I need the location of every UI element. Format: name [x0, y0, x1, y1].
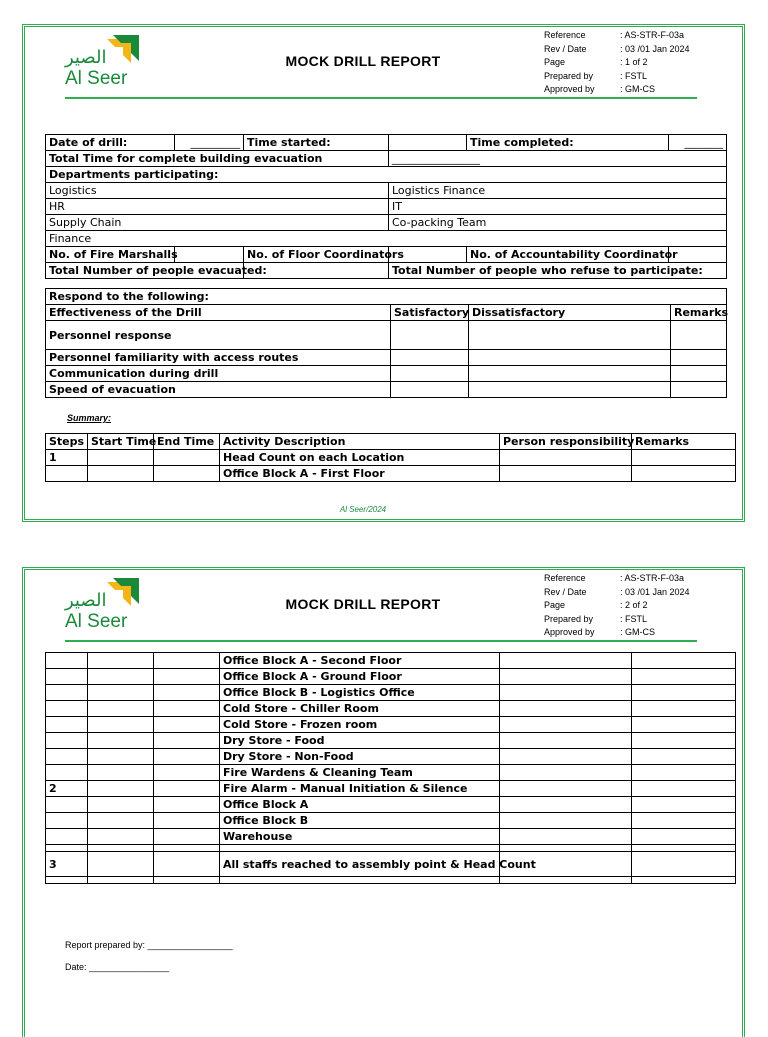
table-row — [46, 289, 727, 305]
step-number — [46, 845, 88, 852]
meta-rev-value: : 03 /01 Jan 2024 — [620, 43, 690, 54]
departments-label: Departments participating: — [46, 167, 727, 183]
familiarity-label: Personnel familiarity with access routes — [46, 350, 391, 366]
start-time-cell[interactable] — [88, 877, 154, 884]
person-cell[interactable] — [500, 466, 632, 482]
effectiveness-table — [45, 288, 727, 398]
logo-latin-text: Al Seer — [65, 611, 128, 632]
activity-cell: All staffs reached to assembly point & Head Count — [220, 852, 500, 877]
start-time-cell[interactable] — [88, 653, 154, 669]
dissatisfactory-header: Dissatisfactory — [469, 305, 671, 321]
steps-table-page-2 — [45, 652, 736, 884]
step-number — [46, 701, 88, 717]
personnel-response-satisfactory[interactable] — [391, 321, 469, 350]
start-time-cell[interactable] — [88, 450, 154, 466]
dept-logistics-finance: Logistics Finance — [389, 183, 727, 199]
table-row — [46, 749, 736, 765]
person-cell[interactable] — [500, 653, 632, 669]
meta-approved-label: Approved by — [544, 84, 595, 94]
step-number — [46, 749, 88, 765]
person-header: Person responsibility — [500, 434, 632, 450]
start-time-cell[interactable] — [88, 701, 154, 717]
step-number — [46, 797, 88, 813]
table-row — [46, 765, 736, 781]
remarks-cell[interactable] — [632, 653, 736, 669]
remarks-cell[interactable] — [632, 877, 736, 884]
activity-cell: Cold Store - Frozen room — [220, 717, 500, 733]
person-cell[interactable] — [500, 701, 632, 717]
remarks-header: Remarks — [632, 434, 736, 450]
table-row — [46, 845, 736, 852]
logo-latin-text: Al Seer — [65, 68, 128, 89]
start-time-cell[interactable] — [88, 829, 154, 845]
end-time-cell[interactable] — [154, 852, 220, 877]
activity-cell: Warehouse — [220, 829, 500, 845]
start-time-cell[interactable] — [88, 781, 154, 797]
activity-cell: Office Block B — [220, 813, 500, 829]
personnel-response-remarks[interactable] — [671, 321, 727, 350]
end-time-cell[interactable] — [154, 669, 220, 685]
person-cell[interactable] — [500, 717, 632, 733]
remarks-cell[interactable] — [632, 733, 736, 749]
start-time-cell[interactable] — [88, 669, 154, 685]
table-row — [46, 321, 727, 350]
time-started-label: Time started: — [244, 135, 389, 151]
person-cell[interactable] — [500, 797, 632, 813]
refuse-label: Total Number of people who refuse to participate: — [389, 263, 727, 279]
person-cell[interactable] — [500, 749, 632, 765]
personnel-response-label: Personnel response — [46, 321, 391, 350]
table-row — [46, 877, 736, 884]
communication-dissatisfactory[interactable] — [469, 366, 671, 382]
meta-page-value: : 1 of 2 — [620, 57, 648, 67]
start-time-cell[interactable] — [88, 797, 154, 813]
remarks-cell[interactable] — [632, 797, 736, 813]
speed-satisfactory[interactable] — [391, 382, 469, 398]
step-number — [46, 466, 88, 482]
table-row — [46, 382, 727, 398]
table-row — [46, 781, 736, 797]
person-cell[interactable] — [500, 685, 632, 701]
activity-cell: Cold Store - Chiller Room — [220, 701, 500, 717]
activity-cell: Office Block A - First Floor — [220, 466, 500, 482]
table-row — [46, 247, 727, 263]
meta-reference-label: Reference — [544, 573, 586, 583]
dept-hr: HR — [46, 199, 389, 215]
table-row — [46, 701, 736, 717]
activity-header: Activity Description — [220, 434, 500, 450]
remarks-cell[interactable] — [632, 781, 736, 797]
table-row — [46, 151, 727, 167]
meta-page-value: : 2 of 2 — [620, 600, 648, 610]
table-row — [46, 183, 727, 199]
speed-label: Speed of evacuation — [46, 382, 391, 398]
person-cell[interactable] — [500, 733, 632, 749]
respond-label: Respond to the following: — [46, 289, 727, 305]
activity-cell — [220, 845, 500, 852]
start-time-cell[interactable] — [88, 852, 154, 877]
table-row — [46, 366, 727, 382]
step-number: 3 — [46, 852, 88, 877]
person-cell[interactable] — [500, 781, 632, 797]
table-row — [46, 852, 736, 877]
step-number — [46, 733, 88, 749]
document-meta — [544, 29, 690, 97]
activity-cell: Dry Store - Non-Food — [220, 749, 500, 765]
end-time-cell[interactable] — [154, 813, 220, 829]
communication-satisfactory[interactable] — [391, 366, 469, 382]
total-time-field[interactable]: ________________ — [389, 151, 727, 167]
table-row — [46, 685, 736, 701]
table-row — [46, 733, 736, 749]
remarks-cell[interactable] — [632, 701, 736, 717]
end-time-cell[interactable] — [154, 450, 220, 466]
report-page-2 — [22, 567, 745, 1037]
step-number — [46, 669, 88, 685]
dept-logistics: Logistics — [46, 183, 389, 199]
report-date: Date: ________________ — [65, 962, 170, 972]
remarks-cell[interactable] — [632, 466, 736, 482]
evacuated-label: Total Number of people evacuated: — [46, 263, 244, 279]
meta-prepared-label: Prepared by — [544, 70, 594, 81]
step-number: 1 — [46, 450, 88, 466]
table-row — [46, 350, 727, 366]
table-row — [46, 717, 736, 733]
end-time-cell[interactable] — [154, 717, 220, 733]
remarks-cell[interactable] — [632, 749, 736, 765]
step-number — [46, 717, 88, 733]
accountability-label: No. of Accountability Coordinator — [467, 247, 669, 263]
fire-marshalls-label: No. of Fire Marshalls — [46, 247, 175, 263]
start-time-cell[interactable] — [88, 733, 154, 749]
report-prepared-by: Report prepared by: _________________ — [65, 940, 233, 950]
speed-dissatisfactory[interactable] — [469, 382, 671, 398]
table-row — [46, 797, 736, 813]
end-time-cell[interactable] — [154, 701, 220, 717]
meta-reference-value: : AS-STR-F-03a — [620, 573, 685, 583]
time-started-field[interactable] — [389, 135, 467, 151]
meta-page-label: Page — [544, 57, 566, 67]
table-row — [46, 305, 727, 321]
meta-rev-label: Rev / Date — [544, 43, 587, 54]
start-time-cell[interactable] — [88, 749, 154, 765]
activity-cell: Office Block A - Ground Floor — [220, 669, 500, 685]
table-row — [46, 434, 736, 450]
table-row — [46, 669, 736, 685]
meta-approved-value: : GM-CS — [620, 84, 655, 94]
step-number — [46, 829, 88, 845]
dept-it: IT — [389, 199, 727, 215]
steps-table-page-1 — [45, 433, 736, 482]
start-time-cell[interactable] — [88, 813, 154, 829]
person-cell[interactable] — [500, 813, 632, 829]
person-cell[interactable] — [500, 877, 632, 884]
remarks-cell[interactable] — [632, 852, 736, 877]
table-row — [46, 263, 727, 279]
document-title: MOCK DRILL REPORT — [285, 53, 441, 69]
personnel-response-dissatisfactory[interactable] — [469, 321, 671, 350]
time-completed-field[interactable]: _______ — [669, 135, 727, 151]
communication-remarks[interactable] — [671, 366, 727, 382]
dept-supply-chain: Supply Chain — [46, 215, 389, 231]
page-footer: Al Seer/2024 — [339, 505, 387, 514]
table-row — [46, 135, 727, 151]
remarks-cell[interactable] — [632, 717, 736, 733]
step-number — [46, 685, 88, 701]
table-row — [46, 653, 736, 669]
activity-cell: Office Block B - Logistics Office — [220, 685, 500, 701]
table-row — [46, 215, 727, 231]
satisfactory-header: Satisfactory — [391, 305, 469, 321]
date-of-drill-field[interactable]: _________ — [175, 135, 244, 151]
dept-finance: Finance — [46, 231, 727, 247]
remarks-cell[interactable] — [632, 450, 736, 466]
remarks-cell[interactable] — [632, 765, 736, 781]
meta-prepared-label: Prepared by — [544, 613, 594, 624]
remarks-cell[interactable] — [632, 813, 736, 829]
time-completed-label: Time completed: — [467, 135, 669, 151]
start-time-cell[interactable] — [88, 765, 154, 781]
report-page-1 — [22, 24, 745, 522]
end-time-cell[interactable] — [154, 765, 220, 781]
person-cell[interactable] — [500, 669, 632, 685]
document-title: MOCK DRILL REPORT — [285, 596, 441, 612]
end-time-cell[interactable] — [154, 877, 220, 884]
start-time-header: Start Time — [88, 434, 154, 450]
drill-details-table — [45, 134, 727, 279]
familiarity-satisfactory[interactable] — [391, 350, 469, 366]
person-cell[interactable] — [500, 765, 632, 781]
communication-label: Communication during drill — [46, 366, 391, 382]
remarks-cell[interactable] — [632, 829, 736, 845]
end-time-header: End Time — [154, 434, 220, 450]
document-meta — [544, 572, 690, 640]
meta-prepared-value: : FSTL — [620, 613, 648, 624]
logo-arabic-text: الصير — [65, 47, 107, 68]
steps-header: Steps — [46, 434, 88, 450]
end-time-cell[interactable] — [154, 466, 220, 482]
meta-prepared-value: : FSTL — [620, 70, 648, 81]
activity-cell — [220, 877, 500, 884]
activity-cell: Office Block A — [220, 797, 500, 813]
familiarity-remarks[interactable] — [671, 350, 727, 366]
fire-marshalls-field[interactable] — [175, 247, 244, 263]
step-number — [46, 765, 88, 781]
table-row — [46, 813, 736, 829]
meta-rev-value: : 03 /01 Jan 2024 — [620, 586, 690, 597]
speed-remarks[interactable] — [671, 382, 727, 398]
meta-reference-label: Reference — [544, 30, 586, 40]
end-time-cell[interactable] — [154, 829, 220, 845]
start-time-cell[interactable] — [88, 845, 154, 852]
meta-reference-value: : AS-STR-F-03a — [620, 30, 685, 40]
familiarity-dissatisfactory[interactable] — [469, 350, 671, 366]
remarks-cell[interactable] — [632, 685, 736, 701]
person-cell[interactable] — [500, 450, 632, 466]
end-time-cell[interactable] — [154, 685, 220, 701]
person-cell[interactable] — [500, 845, 632, 852]
step-number — [46, 813, 88, 829]
end-time-cell[interactable] — [154, 749, 220, 765]
remarks-cell[interactable] — [632, 845, 736, 852]
floor-coordinators-label: No. of Floor Coordinators — [244, 247, 389, 263]
start-time-cell[interactable] — [88, 466, 154, 482]
meta-approved-label: Approved by — [544, 627, 595, 637]
header-divider — [65, 97, 697, 99]
activity-cell: Office Block A - Second Floor — [220, 653, 500, 669]
activity-cell: Fire Alarm - Manual Initiation & Silence — [220, 781, 500, 797]
table-row — [46, 466, 736, 482]
meta-approved-value: : GM-CS — [620, 627, 655, 637]
step-number: 2 — [46, 781, 88, 797]
activity-cell: Head Count on each Location — [220, 450, 500, 466]
table-row — [46, 231, 727, 247]
total-time-label: Total Time for complete building evacuation — [46, 151, 389, 167]
header-divider — [65, 640, 697, 642]
table-row — [46, 199, 727, 215]
step-number — [46, 877, 88, 884]
summary-label: Summary: — [67, 413, 112, 423]
end-time-cell[interactable] — [154, 797, 220, 813]
logo-arabic-text: الصير — [65, 590, 107, 611]
meta-rev-label: Rev / Date — [544, 586, 587, 597]
remarks-cell[interactable] — [632, 669, 736, 685]
end-time-cell[interactable] — [154, 653, 220, 669]
table-row — [46, 167, 727, 183]
activity-cell: Fire Wardens & Cleaning Team — [220, 765, 500, 781]
step-number — [46, 653, 88, 669]
table-row — [46, 450, 736, 466]
start-time-cell[interactable] — [88, 717, 154, 733]
remarks-header: Remarks — [671, 305, 727, 321]
meta-page-label: Page — [544, 600, 566, 610]
end-time-cell[interactable] — [154, 845, 220, 852]
dept-copacking: Co-packing Team — [389, 215, 727, 231]
activity-cell: Dry Store - Food — [220, 733, 500, 749]
table-row — [46, 829, 736, 845]
start-time-cell[interactable] — [88, 685, 154, 701]
end-time-cell[interactable] — [154, 781, 220, 797]
end-time-cell[interactable] — [154, 733, 220, 749]
person-cell[interactable] — [500, 829, 632, 845]
date-of-drill-label: Date of drill: — [46, 135, 175, 151]
effectiveness-label: Effectiveness of the Drill — [46, 305, 391, 321]
